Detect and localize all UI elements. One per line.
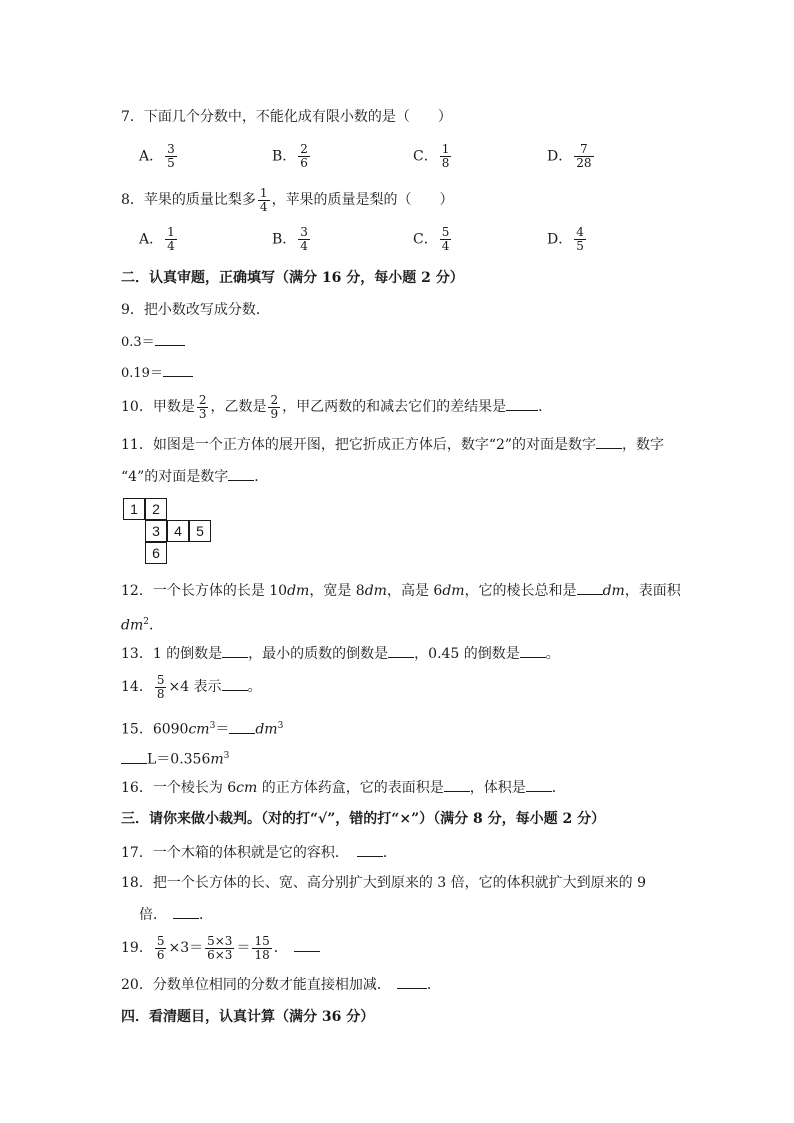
question-15-line-2: $L=0.356m^3$ <box>121 746 229 770</box>
question-20: 20．分数单位相同的分数才能直接相加减． ． <box>121 974 441 995</box>
question-7: 7．下面几个分数中，不能化成有限小数的是（ ） <box>121 109 452 125</box>
answer-blank[interactable] <box>444 777 470 792</box>
cube-face-2: 2 <box>145 498 167 520</box>
question-11-line-2: “4”的对面是数字 ． <box>121 466 268 487</box>
question-17: 17．一个木箱的体积就是它的容积． ． <box>121 842 397 863</box>
cube-face-1: 1 <box>123 498 145 520</box>
question-12-line-2: $dm^2$． <box>121 617 163 634</box>
q7-option-d[interactable]: D． $\frac{7}{28}$ <box>547 142 592 170</box>
q9-line-2: 0.19＝ <box>121 362 193 384</box>
cube-face-4: 4 <box>167 520 189 542</box>
section-2-heading: 二．认真审题，正确填写（满分 16 分，每小题 2 分） <box>121 270 464 286</box>
answer-blank[interactable] <box>155 331 185 346</box>
q7-option-c[interactable]: C． $\frac{1}{8}$ <box>413 142 450 170</box>
fraction: $\frac{15}{18}$ <box>254 933 270 962</box>
fraction: $\frac{7}{28}$ <box>576 142 592 170</box>
answer-blank[interactable] <box>294 937 320 952</box>
section-3-heading: 三．请你来做小裁判。（对的打“√”，错的打“×”）（满分 8 分，每小题 2 分） <box>121 811 606 827</box>
answer-blank[interactable] <box>229 719 255 734</box>
q9-line-1: 0.3＝ <box>121 331 185 353</box>
answer-blank[interactable] <box>596 434 622 449</box>
fraction: $\frac{2}{6}$ <box>300 142 308 170</box>
q8-option-a[interactable]: A． $\frac{1}{4}$ <box>139 225 175 253</box>
answer-blank[interactable] <box>222 676 248 691</box>
fraction: $\frac{3}{5}$ <box>167 142 175 170</box>
answer-blank[interactable] <box>526 777 552 792</box>
answer-blank[interactable] <box>228 466 254 481</box>
fraction: $\frac{2}{9}$ <box>270 392 279 421</box>
question-18-line-2: 倍． ． <box>139 904 213 925</box>
question-11-line-1: 11．如图是一个正方体的展开图，把它折成正方体后，数字“2”的对面是数字 ，数字 <box>121 434 664 455</box>
cube-net-diagram <box>123 498 213 564</box>
q8-option-c[interactable]: C． $\frac{5}{4}$ <box>413 225 450 253</box>
cube-face-5: 5 <box>189 520 211 542</box>
fraction: $\frac{5}{4}$ <box>441 225 450 253</box>
fraction: $\frac{1}{4}$ <box>167 225 175 253</box>
cube-face-3: 3 <box>145 520 167 542</box>
question-12-line-1: 12．一个长方体的长是 10dm，宽是 8dm，高是 6dm，它的棱长总和是 dm，表面积 <box>121 580 681 601</box>
question-9: 9．把小数改写成分数． <box>121 302 270 318</box>
fraction: $\frac{5}{6}$ <box>156 933 165 962</box>
q8-option-d[interactable]: D． $\frac{4}{5}$ <box>547 225 584 253</box>
fraction: $\frac{1}{4}$ <box>259 185 268 214</box>
question-8: 8．苹果的质量比梨多 $\frac{1}{4}$ ，苹果的质量是梨的（ ） <box>121 185 454 214</box>
fraction: $\frac{5\times 3}{6\times 3}$ <box>207 933 233 962</box>
question-10: 10．甲数是 $\frac{2}{3}$ ，乙数是 $\frac{2}{9}$ ，甲乙两数的和减去它们的差结果是 ． <box>121 392 553 421</box>
question-13: 13．1 的倒数是 ，最小的质数的倒数是 ，0.45 的倒数是 。 <box>121 643 560 664</box>
answer-blank[interactable] <box>163 362 193 377</box>
fraction: $\frac{3}{4}$ <box>300 225 308 253</box>
answer-blank[interactable] <box>173 904 199 919</box>
fraction: $\frac{2}{3}$ <box>198 392 207 421</box>
answer-blank[interactable] <box>357 842 383 857</box>
question-15-line-1: 15．$6090cm^3= dm^3$ <box>121 716 283 740</box>
question-19: 19． $\frac{5}{6}$ ×3＝ $\frac{5\times 3}{6\times 3}$ ＝ $\frac{15}{18}$ ． <box>121 934 320 962</box>
answer-blank[interactable] <box>222 643 248 658</box>
fraction: $\frac{1}{8}$ <box>441 142 450 170</box>
fraction: $\frac{5}{8}$ <box>156 672 165 701</box>
q7-option-b[interactable]: B． $\frac{2}{6}$ <box>272 142 308 170</box>
answer-blank[interactable] <box>506 396 538 411</box>
answer-blank[interactable] <box>121 749 147 764</box>
question-18-line-1: 18．把一个长方体的长、宽、高分别扩大到原来的 3 倍，它的体积就扩大到原来的 9 <box>121 875 646 891</box>
fraction: $\frac{4}{5}$ <box>576 225 584 253</box>
question-16: 16．一个棱长为 6cm 的正方体药盒，它的表面积是 ，体积是 ． <box>121 777 566 798</box>
q7-option-a[interactable]: A． $\frac{3}{5}$ <box>139 142 175 170</box>
section-4-heading: 四．看清题目，认真计算（满分 36 分） <box>121 1009 375 1025</box>
answer-blank[interactable] <box>520 643 546 658</box>
question-14: 14． $\frac{5}{8}$ ×4 表示 。 <box>121 672 262 701</box>
answer-blank[interactable] <box>577 580 603 595</box>
answer-blank[interactable] <box>388 643 414 658</box>
cube-face-6: 6 <box>145 542 167 564</box>
q8-option-b[interactable]: B． $\frac{3}{4}$ <box>272 225 308 253</box>
answer-blank[interactable] <box>397 974 427 989</box>
